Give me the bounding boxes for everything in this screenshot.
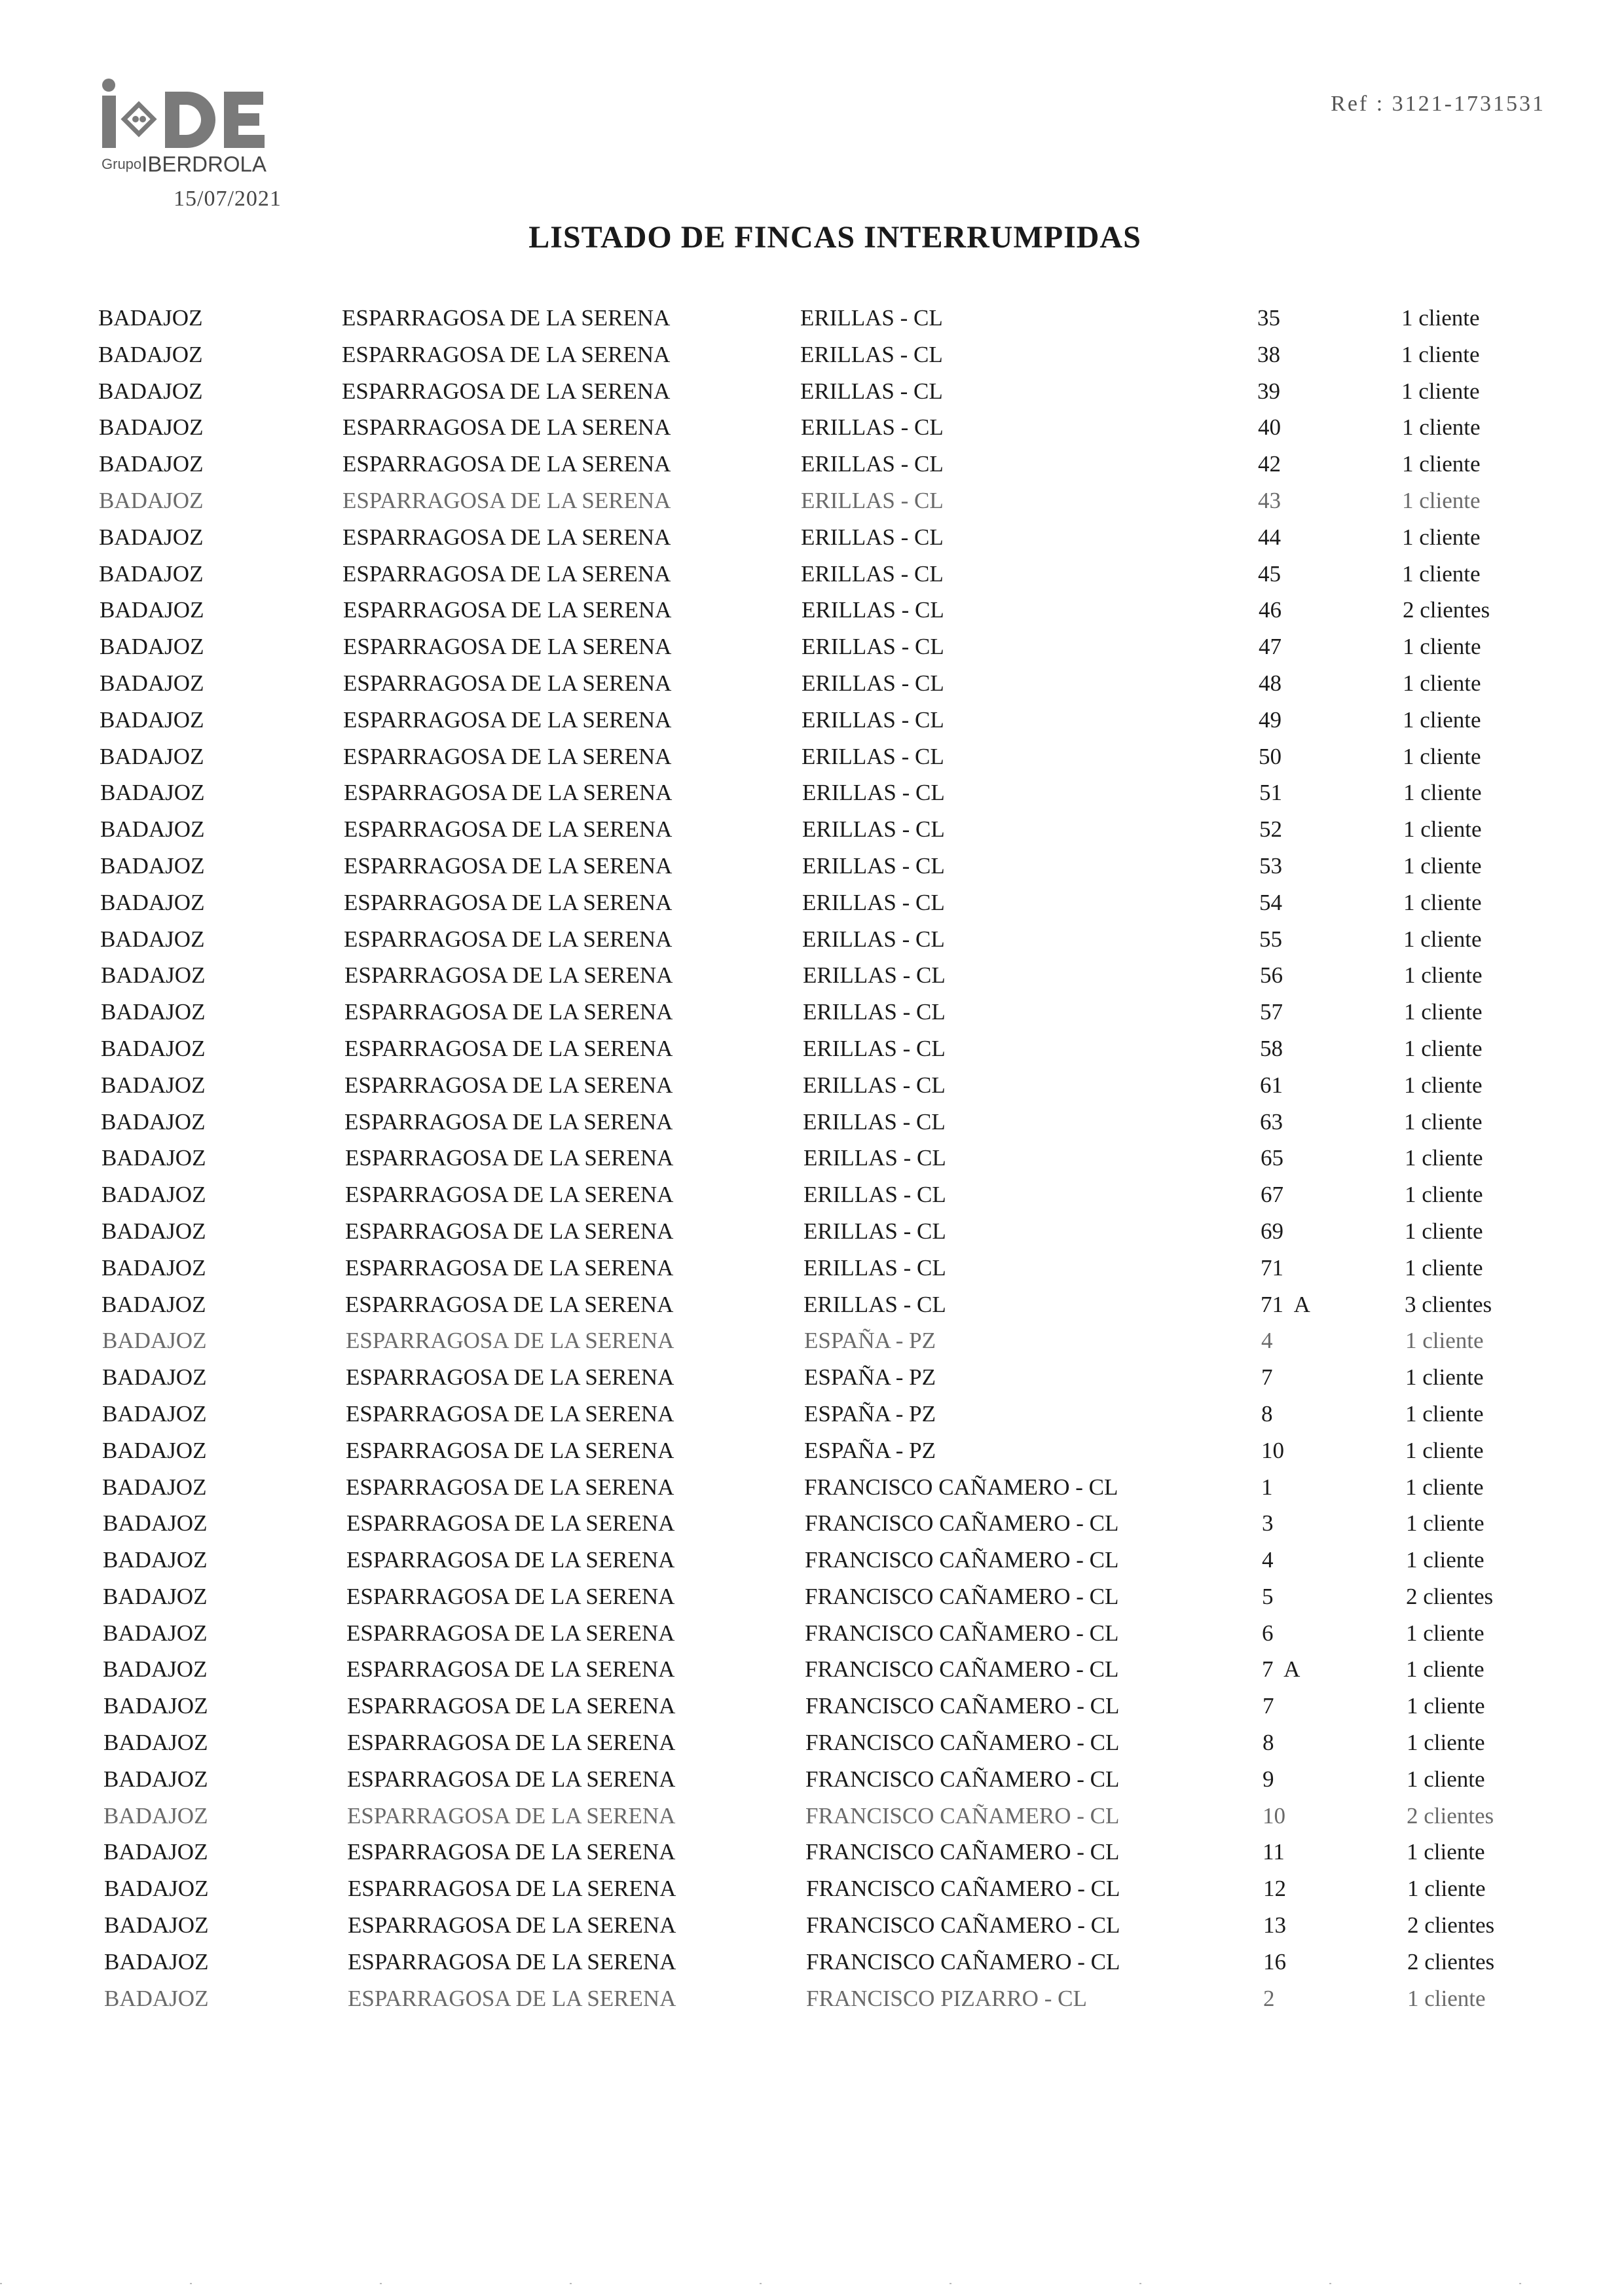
clients-count-cell: 1 cliente bbox=[1405, 1364, 1484, 1391]
street-cell: ERILLAS - CL bbox=[803, 999, 946, 1025]
province-cell: BADAJOZ bbox=[102, 1474, 207, 1500]
clients-count-cell: 1 cliente bbox=[1404, 1035, 1483, 1061]
street-cell: ERILLAS - CL bbox=[802, 780, 945, 806]
table-row bbox=[2, 774, 1624, 811]
street-cell: ERILLAS - CL bbox=[803, 1072, 946, 1098]
street-cell: ERILLAS - CL bbox=[803, 1182, 946, 1208]
municipality-cell: ESPARRAGOSA DE LA SERENA bbox=[346, 1620, 675, 1646]
municipality-cell: ESPARRAGOSA DE LA SERENA bbox=[342, 305, 671, 331]
municipality-cell: ESPARRAGOSA DE LA SERENA bbox=[346, 1400, 674, 1427]
table-row bbox=[2, 811, 1624, 848]
table-row bbox=[3, 957, 1624, 994]
street-cell: ERILLAS - CL bbox=[801, 414, 944, 441]
house-number-cell: 48 bbox=[1259, 670, 1282, 696]
clients-count-cell: 1 cliente bbox=[1403, 670, 1481, 696]
house-number-cell: 61 bbox=[1260, 1072, 1283, 1098]
table-row bbox=[3, 1250, 1624, 1286]
table-row bbox=[1, 738, 1624, 775]
province-cell: BADAJOZ bbox=[100, 634, 204, 660]
municipality-cell: ESPARRAGOSA DE LA SERENA bbox=[344, 889, 673, 915]
table-row bbox=[1, 483, 1624, 519]
province-cell: BADAJOZ bbox=[100, 780, 205, 806]
document-date: 15/07/2021 bbox=[174, 187, 282, 211]
street-cell: FRANCISCO CAÑAMERO - CL bbox=[805, 1547, 1119, 1573]
house-number-cell: 58 bbox=[1260, 1035, 1283, 1061]
street-cell: FRANCISCO PIZARRO - CL bbox=[806, 1985, 1087, 2011]
clients-count-cell: 2 clientes bbox=[1407, 1912, 1495, 1939]
province-cell: BADAJOZ bbox=[100, 597, 204, 623]
municipality-cell: ESPARRAGOSA DE LA SERENA bbox=[344, 962, 673, 989]
clients-count-cell: 1 cliente bbox=[1404, 999, 1483, 1025]
house-number-cell: 5 bbox=[1262, 1583, 1274, 1609]
house-number-cell: 38 bbox=[1257, 341, 1280, 367]
house-number-cell: 4 bbox=[1262, 1547, 1274, 1573]
street-cell: ERILLAS - CL bbox=[800, 341, 943, 367]
municipality-cell: ESPARRAGOSA DE LA SERENA bbox=[343, 743, 672, 769]
table-row bbox=[5, 1724, 1624, 1761]
street-cell: ERILLAS - CL bbox=[802, 670, 944, 696]
municipality-cell: ESPARRAGOSA DE LA SERENA bbox=[342, 487, 671, 513]
street-cell: ESPAÑA - PZ bbox=[804, 1437, 936, 1463]
province-cell: BADAJOZ bbox=[102, 1437, 207, 1463]
table-row bbox=[1, 702, 1624, 738]
street-cell: ERILLAS - CL bbox=[803, 1035, 946, 1061]
table-row bbox=[5, 1688, 1624, 1724]
municipality-cell: ESPARRAGOSA DE LA SERENA bbox=[346, 1583, 675, 1609]
municipality-cell: ESPARRAGOSA DE LA SERENA bbox=[346, 1474, 674, 1500]
table-row bbox=[5, 1542, 1624, 1578]
table-row bbox=[1, 665, 1624, 702]
province-cell: BADAJOZ bbox=[101, 1291, 206, 1317]
municipality-cell: ESPARRAGOSA DE LA SERENA bbox=[346, 1510, 675, 1537]
table-row bbox=[1, 446, 1624, 483]
clients-count-cell: 1 cliente bbox=[1407, 1839, 1485, 1865]
house-number-cell: 54 bbox=[1259, 889, 1282, 915]
table-row bbox=[1, 519, 1624, 556]
province-cell: BADAJOZ bbox=[103, 1730, 208, 1756]
street-cell: FRANCISCO CAÑAMERO - CL bbox=[805, 1839, 1120, 1865]
clients-count-cell: 1 cliente bbox=[1403, 780, 1482, 806]
table-row bbox=[4, 1359, 1624, 1396]
street-cell: ERILLAS - CL bbox=[803, 1145, 946, 1171]
table-row bbox=[3, 1030, 1624, 1067]
province-cell: BADAJOZ bbox=[103, 1510, 208, 1537]
house-number-cell: 51 bbox=[1259, 780, 1282, 806]
house-number-cell: 8 bbox=[1263, 1730, 1274, 1756]
house-number-cell: 4 bbox=[1261, 1328, 1273, 1354]
table-row bbox=[3, 1213, 1624, 1250]
table-row bbox=[5, 1798, 1624, 1834]
house-number-cell: 43 bbox=[1258, 487, 1281, 513]
street-cell: ERILLAS - CL bbox=[802, 889, 945, 915]
municipality-cell: ESPARRAGOSA DE LA SERENA bbox=[345, 1182, 674, 1208]
house-number-cell: 7 A bbox=[1262, 1656, 1301, 1683]
table-row bbox=[6, 1907, 1624, 1944]
table-row bbox=[6, 1870, 1624, 1907]
municipality-cell: ESPARRAGOSA DE LA SERENA bbox=[347, 1766, 676, 1792]
municipality-cell: ESPARRAGOSA DE LA SERENA bbox=[342, 524, 671, 550]
house-number-cell: 9 bbox=[1263, 1766, 1274, 1792]
street-cell: ERILLAS - CL bbox=[802, 597, 944, 623]
province-cell: BADAJOZ bbox=[101, 1254, 206, 1281]
street-cell: FRANCISCO CAÑAMERO - CL bbox=[805, 1730, 1120, 1756]
clients-count-cell: 1 cliente bbox=[1405, 1218, 1483, 1244]
clients-count-cell: 1 cliente bbox=[1403, 743, 1481, 769]
table-row bbox=[1, 629, 1624, 665]
clients-count-cell: 1 cliente bbox=[1403, 889, 1482, 915]
table-row bbox=[5, 1578, 1624, 1615]
municipality-cell: ESPARRAGOSA DE LA SERENA bbox=[345, 1218, 674, 1244]
province-cell: BADAJOZ bbox=[102, 1328, 207, 1354]
house-number-cell: 56 bbox=[1260, 962, 1283, 989]
house-number-cell: 3 bbox=[1262, 1510, 1274, 1537]
municipality-cell: ESPARRAGOSA DE LA SERENA bbox=[347, 1839, 676, 1865]
house-number-cell: 71 A bbox=[1261, 1291, 1310, 1317]
municipality-cell: ESPARRAGOSA DE LA SERENA bbox=[344, 852, 673, 879]
clients-count-cell: 1 cliente bbox=[1402, 414, 1481, 441]
house-number-cell: 46 bbox=[1259, 597, 1282, 623]
province-cell: BADAJOZ bbox=[98, 305, 203, 331]
province-cell: BADAJOZ bbox=[104, 1876, 209, 1902]
table-row bbox=[3, 1286, 1624, 1323]
province-cell: BADAJOZ bbox=[103, 1656, 208, 1683]
street-cell: ESPAÑA - PZ bbox=[804, 1400, 936, 1427]
house-number-cell: 45 bbox=[1258, 560, 1281, 587]
province-cell: BADAJOZ bbox=[103, 1839, 208, 1865]
province-cell: BADAJOZ bbox=[103, 1547, 208, 1573]
province-cell: BADAJOZ bbox=[100, 743, 204, 769]
street-cell: ERILLAS - CL bbox=[802, 743, 944, 769]
street-cell: FRANCISCO CAÑAMERO - CL bbox=[806, 1912, 1120, 1939]
clients-count-cell: 1 cliente bbox=[1405, 1254, 1483, 1281]
logo-brand-text: IBERDROLA bbox=[141, 152, 267, 176]
province-cell: BADAJOZ bbox=[103, 1802, 208, 1829]
province-cell: BADAJOZ bbox=[103, 1766, 208, 1792]
clients-count-cell: 2 clientes bbox=[1407, 1948, 1495, 1975]
clients-count-cell: 1 cliente bbox=[1403, 706, 1481, 733]
street-cell: ERILLAS - CL bbox=[801, 451, 944, 477]
table-row bbox=[4, 1396, 1624, 1432]
province-cell: BADAJOZ bbox=[99, 414, 204, 441]
street-cell: ESPAÑA - PZ bbox=[804, 1328, 936, 1354]
table-row bbox=[2, 848, 1624, 884]
province-cell: BADAJOZ bbox=[104, 1985, 209, 2011]
clients-count-cell: 1 cliente bbox=[1407, 1730, 1485, 1756]
house-number-cell: 39 bbox=[1257, 378, 1280, 404]
province-cell: BADAJOZ bbox=[101, 1072, 206, 1098]
street-cell: ERILLAS - CL bbox=[803, 1218, 946, 1244]
page-title: LISTADO DE FINCAS INTERRUMPIDAS bbox=[528, 220, 1141, 255]
clients-count-cell: 1 cliente bbox=[1405, 1182, 1483, 1208]
street-cell: ERILLAS - CL bbox=[802, 706, 944, 733]
municipality-cell: ESPARRAGOSA DE LA SERENA bbox=[344, 780, 673, 806]
clients-count-cell: 1 cliente bbox=[1406, 1510, 1485, 1537]
municipality-cell: ESPARRAGOSA DE LA SERENA bbox=[345, 1254, 674, 1281]
table-row bbox=[3, 994, 1624, 1030]
house-number-cell: 13 bbox=[1263, 1912, 1286, 1939]
clients-count-cell: 1 cliente bbox=[1403, 634, 1481, 660]
municipality-cell: ESPARRAGOSA DE LA SERENA bbox=[344, 1072, 673, 1098]
street-cell: FRANCISCO CAÑAMERO - CL bbox=[805, 1802, 1120, 1829]
table-row bbox=[4, 1432, 1624, 1469]
street-cell: FRANCISCO CAÑAMERO - CL bbox=[805, 1510, 1119, 1537]
house-number-cell: 35 bbox=[1257, 305, 1280, 331]
municipality-cell: ESPARRAGOSA DE LA SERENA bbox=[344, 1035, 673, 1061]
province-cell: BADAJOZ bbox=[101, 1182, 206, 1208]
clients-count-cell: 1 cliente bbox=[1402, 560, 1481, 587]
table-row bbox=[1, 556, 1624, 592]
table-row bbox=[2, 921, 1624, 958]
house-number-cell: 57 bbox=[1260, 999, 1283, 1025]
province-cell: BADAJOZ bbox=[103, 1583, 208, 1609]
clients-count-cell: 1 cliente bbox=[1405, 1145, 1483, 1171]
clients-count-cell: 1 cliente bbox=[1401, 341, 1480, 367]
clients-count-cell: 2 clientes bbox=[1403, 597, 1490, 623]
municipality-cell: ESPARRAGOSA DE LA SERENA bbox=[344, 926, 673, 952]
municipality-cell: ESPARRAGOSA DE LA SERENA bbox=[346, 1328, 674, 1354]
table-row bbox=[6, 1980, 1624, 2017]
municipality-cell: ESPARRAGOSA DE LA SERENA bbox=[344, 999, 673, 1025]
municipality-cell: ESPARRAGOSA DE LA SERENA bbox=[343, 634, 672, 660]
ide-logo-mark bbox=[98, 72, 308, 157]
fincas-table bbox=[0, 300, 1624, 2016]
street-cell: ERILLAS - CL bbox=[800, 305, 943, 331]
municipality-cell: ESPARRAGOSA DE LA SERENA bbox=[346, 1656, 675, 1683]
street-cell: FRANCISCO CAÑAMERO - CL bbox=[804, 1474, 1118, 1500]
clients-count-cell: 1 cliente bbox=[1407, 1876, 1486, 1902]
municipality-cell: ESPARRAGOSA DE LA SERENA bbox=[345, 1145, 674, 1171]
clients-count-cell: 1 cliente bbox=[1405, 1328, 1484, 1354]
municipality-cell: ESPARRAGOSA DE LA SERENA bbox=[345, 1291, 674, 1317]
municipality-cell: ESPARRAGOSA DE LA SERENA bbox=[348, 1912, 676, 1939]
table-row bbox=[5, 1761, 1624, 1798]
house-number-cell: 8 bbox=[1261, 1400, 1273, 1427]
municipality-cell: ESPARRAGOSA DE LA SERENA bbox=[344, 816, 673, 843]
house-number-cell: 52 bbox=[1259, 816, 1282, 843]
clients-count-cell: 1 cliente bbox=[1406, 1656, 1485, 1683]
province-cell: BADAJOZ bbox=[99, 451, 204, 477]
street-cell: ERILLAS - CL bbox=[801, 487, 944, 513]
clients-count-cell: 1 cliente bbox=[1405, 1474, 1484, 1500]
street-cell: ERILLAS - CL bbox=[802, 634, 944, 660]
province-cell: BADAJOZ bbox=[98, 378, 203, 404]
province-cell: BADAJOZ bbox=[103, 1693, 208, 1719]
street-cell: ERILLAS - CL bbox=[803, 1108, 946, 1135]
street-cell: ERILLAS - CL bbox=[803, 1254, 946, 1281]
table-row bbox=[2, 884, 1624, 921]
province-cell: BADAJOZ bbox=[99, 487, 204, 513]
street-cell: ERILLAS - CL bbox=[802, 926, 945, 952]
province-cell: BADAJOZ bbox=[104, 1912, 209, 1939]
province-cell: BADAJOZ bbox=[102, 1364, 207, 1391]
street-cell: ESPAÑA - PZ bbox=[804, 1364, 936, 1391]
municipality-cell: ESPARRAGOSA DE LA SERENA bbox=[342, 414, 671, 441]
house-number-cell: 40 bbox=[1258, 414, 1281, 441]
street-cell: FRANCISCO CAÑAMERO - CL bbox=[806, 1948, 1120, 1975]
table-row bbox=[4, 1469, 1624, 1506]
clients-count-cell: 1 cliente bbox=[1404, 1108, 1483, 1135]
municipality-cell: ESPARRAGOSA DE LA SERENA bbox=[346, 1437, 674, 1463]
table-row bbox=[5, 1505, 1624, 1542]
house-number-cell: 55 bbox=[1259, 926, 1282, 952]
logo-brand-line bbox=[101, 152, 267, 177]
clients-count-cell: 1 cliente bbox=[1406, 1620, 1485, 1646]
table-row bbox=[0, 373, 1624, 410]
house-number-cell: 12 bbox=[1263, 1876, 1286, 1902]
house-number-cell: 6 bbox=[1262, 1620, 1274, 1646]
street-cell: ERILLAS - CL bbox=[802, 852, 945, 879]
table-row bbox=[3, 1140, 1624, 1176]
house-number-cell: 2 bbox=[1263, 1985, 1275, 2011]
table-row bbox=[3, 1104, 1624, 1140]
street-cell: ERILLAS - CL bbox=[803, 962, 946, 989]
clients-count-cell: 1 cliente bbox=[1402, 524, 1481, 550]
house-number-cell: 53 bbox=[1259, 852, 1282, 879]
table-row bbox=[0, 337, 1624, 373]
province-cell: BADAJOZ bbox=[101, 1108, 206, 1135]
province-cell: BADAJOZ bbox=[101, 1218, 206, 1244]
municipality-cell: ESPARRAGOSA DE LA SERENA bbox=[347, 1730, 676, 1756]
street-cell: FRANCISCO CAÑAMERO - CL bbox=[805, 1620, 1119, 1646]
house-number-cell: 7 bbox=[1261, 1364, 1273, 1391]
street-cell: ERILLAS - CL bbox=[801, 524, 944, 550]
province-cell: BADAJOZ bbox=[104, 1948, 209, 1975]
street-cell: ERILLAS - CL bbox=[803, 1291, 946, 1317]
province-cell: BADAJOZ bbox=[98, 341, 203, 367]
clients-count-cell: 1 cliente bbox=[1402, 451, 1481, 477]
house-number-cell: 16 bbox=[1263, 1948, 1286, 1975]
street-cell: ERILLAS - CL bbox=[801, 560, 944, 587]
clients-count-cell: 1 cliente bbox=[1403, 926, 1482, 952]
municipality-cell: ESPARRAGOSA DE LA SERENA bbox=[348, 1985, 676, 2011]
province-cell: BADAJOZ bbox=[102, 1400, 207, 1427]
municipality-cell: ESPARRAGOSA DE LA SERENA bbox=[348, 1876, 676, 1902]
table-row bbox=[5, 1615, 1624, 1652]
province-cell: BADAJOZ bbox=[100, 889, 205, 915]
province-cell: BADAJOZ bbox=[101, 1035, 206, 1061]
clients-count-cell: 1 cliente bbox=[1401, 378, 1480, 404]
house-number-cell: 42 bbox=[1258, 451, 1281, 477]
municipality-cell: ESPARRAGOSA DE LA SERENA bbox=[343, 706, 672, 733]
clients-count-cell: 1 cliente bbox=[1407, 1985, 1486, 2011]
clients-count-cell: 1 cliente bbox=[1402, 487, 1481, 513]
house-number-cell: 50 bbox=[1259, 743, 1282, 769]
municipality-cell: ESPARRAGOSA DE LA SERENA bbox=[342, 451, 671, 477]
table-row bbox=[5, 1834, 1624, 1870]
house-number-cell: 69 bbox=[1261, 1218, 1283, 1244]
street-cell: ERILLAS - CL bbox=[802, 816, 945, 843]
house-number-cell: 65 bbox=[1261, 1145, 1283, 1171]
municipality-cell: ESPARRAGOSA DE LA SERENA bbox=[346, 1364, 674, 1391]
clients-count-cell: 1 cliente bbox=[1403, 852, 1482, 879]
table-row bbox=[3, 1067, 1624, 1104]
street-cell: FRANCISCO CAÑAMERO - CL bbox=[806, 1876, 1120, 1902]
scan-edge-artifact bbox=[0, 2283, 1624, 2284]
municipality-cell: ESPARRAGOSA DE LA SERENA bbox=[342, 378, 671, 404]
municipality-cell: ESPARRAGOSA DE LA SERENA bbox=[343, 670, 672, 696]
province-cell: BADAJOZ bbox=[100, 670, 204, 696]
province-cell: BADAJOZ bbox=[100, 852, 205, 879]
clients-count-cell: 1 cliente bbox=[1405, 1437, 1484, 1463]
street-cell: ERILLAS - CL bbox=[800, 378, 943, 404]
house-number-cell: 10 bbox=[1263, 1802, 1285, 1829]
logo-group-text: Grupo bbox=[101, 156, 142, 172]
municipality-cell: ESPARRAGOSA DE LA SERENA bbox=[347, 1802, 676, 1829]
municipality-cell: ESPARRAGOSA DE LA SERENA bbox=[344, 1108, 673, 1135]
house-number-cell: 63 bbox=[1260, 1108, 1283, 1135]
table-row bbox=[1, 409, 1624, 446]
house-number-cell: 71 bbox=[1261, 1254, 1283, 1281]
street-cell: FRANCISCO CAÑAMERO - CL bbox=[805, 1656, 1119, 1683]
province-cell: BADAJOZ bbox=[99, 560, 204, 587]
municipality-cell: ESPARRAGOSA DE LA SERENA bbox=[342, 341, 671, 367]
province-cell: BADAJOZ bbox=[100, 926, 205, 952]
province-cell: BADAJOZ bbox=[103, 1620, 208, 1646]
table-row bbox=[1, 592, 1624, 629]
house-number-cell: 11 bbox=[1263, 1839, 1285, 1865]
province-cell: BADAJOZ bbox=[99, 524, 204, 550]
municipality-cell: ESPARRAGOSA DE LA SERENA bbox=[346, 1547, 675, 1573]
clients-count-cell: 3 clientes bbox=[1405, 1291, 1492, 1317]
reference-number: Ref : 3121-1731531 bbox=[1331, 92, 1545, 116]
clients-count-cell: 1 cliente bbox=[1404, 962, 1483, 989]
clients-count-cell: 1 cliente bbox=[1403, 816, 1482, 843]
house-number-cell: 67 bbox=[1261, 1182, 1283, 1208]
street-cell: FRANCISCO CAÑAMERO - CL bbox=[805, 1693, 1120, 1719]
house-number-cell: 44 bbox=[1258, 524, 1281, 550]
municipality-cell: ESPARRAGOSA DE LA SERENA bbox=[342, 560, 671, 587]
clients-count-cell: 1 cliente bbox=[1405, 1400, 1484, 1427]
house-number-cell: 49 bbox=[1259, 706, 1282, 733]
municipality-cell: ESPARRAGOSA DE LA SERENA bbox=[343, 597, 672, 623]
table-row bbox=[6, 1944, 1624, 1980]
clients-count-cell: 1 cliente bbox=[1407, 1693, 1485, 1719]
province-cell: BADAJOZ bbox=[101, 962, 206, 989]
clients-count-cell: 1 cliente bbox=[1406, 1547, 1485, 1573]
province-cell: BADAJOZ bbox=[101, 1145, 206, 1171]
table-row bbox=[0, 300, 1624, 337]
clients-count-cell: 2 clientes bbox=[1407, 1802, 1494, 1829]
house-number-cell: 10 bbox=[1261, 1437, 1284, 1463]
house-number-cell: 1 bbox=[1261, 1474, 1273, 1500]
municipality-cell: ESPARRAGOSA DE LA SERENA bbox=[348, 1948, 676, 1975]
house-number-cell: 47 bbox=[1259, 634, 1282, 660]
clients-count-cell: 2 clientes bbox=[1406, 1583, 1494, 1609]
clients-count-cell: 1 cliente bbox=[1404, 1072, 1483, 1098]
province-cell: BADAJOZ bbox=[100, 706, 204, 733]
province-cell: BADAJOZ bbox=[101, 999, 206, 1025]
house-number-cell: 7 bbox=[1263, 1693, 1274, 1719]
province-cell: BADAJOZ bbox=[100, 816, 205, 843]
table-row bbox=[3, 1176, 1624, 1213]
clients-count-cell: 1 cliente bbox=[1401, 305, 1480, 331]
street-cell: FRANCISCO CAÑAMERO - CL bbox=[805, 1583, 1119, 1609]
table-row bbox=[5, 1651, 1624, 1688]
municipality-cell: ESPARRAGOSA DE LA SERENA bbox=[347, 1693, 676, 1719]
table-row bbox=[4, 1322, 1624, 1359]
street-cell: FRANCISCO CAÑAMERO - CL bbox=[805, 1766, 1120, 1792]
clients-count-cell: 1 cliente bbox=[1407, 1766, 1485, 1792]
